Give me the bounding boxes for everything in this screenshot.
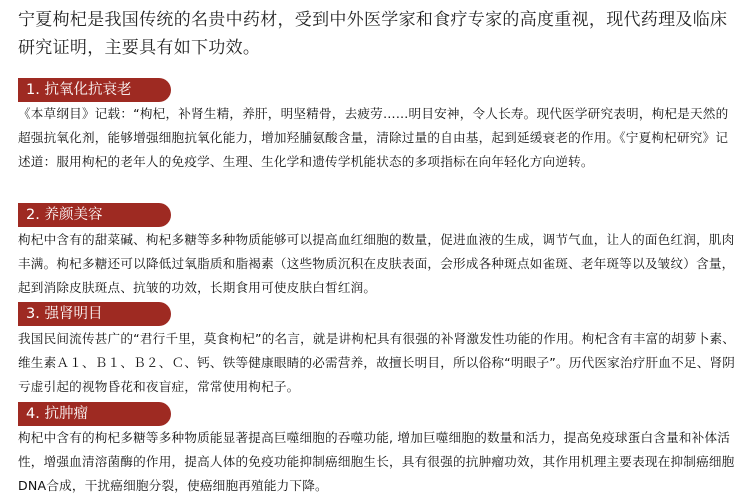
section-heading-antitumor: 4. 抗肿瘤 bbox=[18, 402, 171, 426]
section-heading-beauty: 2. 养颜美容 bbox=[18, 203, 171, 227]
section-heading-antioxidant: 1. 抗氧化抗衰老 bbox=[18, 78, 171, 102]
section-text-beauty: 枸杞中含有的甜菜碱、枸杞多糖等多种物质能够可以提高血红细胞的数量，促进血液的生成，调节气血，让人的面色红润，肌肉丰满。枸杞多糖还可以降低过氧脂质和脂褐素（这些物质沉积在皮肤表面，会形成各种斑点如雀斑、老年斑等以及皱纹）含量，起到消除皮肤斑点、抗皱的功效，长期食用可使皮肤白皙红润。 bbox=[18, 232, 735, 295]
section-text-antioxidant: 《本草纲目》记载：“枸杞，补肾生精，养肝，明坚精骨，去疲劳……明目安神，令人长寿。现代医学研究表明，枸杞是天然的超强抗氧化剂，能够增强细胞抗氧化能力，增加羟脯氨酸含量，清除过量的自由基，起到延缓衰老的作用。《宁夏枸杞研究》记述道：服用枸杞的老年人的免疫学、生理、生化学和遗传学机能状态的多项指标在向年轻化方向逆转。 bbox=[18, 106, 729, 169]
intro-paragraph: 宁夏枸杞是我国传统的名贵中药材，受到中外医学家和食疗专家的高度重视，现代药理及临床研究证明，主要具有如下功效。 bbox=[18, 10, 728, 58]
section-text-antitumor: 枸杞中含有的枸杞多糖等多种物质能显著提高巨噬细胞的吞噬功能, 增加巨噬细胞的数量和活力，提高免疫球蛋白含量和补体活性，增强血清溶菌酶的作用，提高人体的免疫功能抑制癌细胞生长，具有很强的抗肿瘤功效，其作用机理主要表现在抑制癌细胞DNA合成，干扰癌细胞分裂，使癌细胞再殖能力下降。 bbox=[18, 430, 735, 493]
section-text-kidney-eyes: 我国民间流传甚广的“君行千里，莫食枸杞”的名言，就是讲枸杞具有很强的补肾激发性功能的作用。枸杞含有丰富的胡萝卜素、维生素Ａ１、Ｂ１、Ｂ２、Ｃ、钙、铁等健康眼睛的必需营养，故擅长明目，所以俗称“明眼子”。历代医家治疗肝血不足、肾阴亏虚引起的视物昏花和夜盲症，常常使用枸杞子。 bbox=[18, 331, 736, 394]
section-heading-kidney-eyes: 3. 强肾明目 bbox=[18, 302, 171, 326]
